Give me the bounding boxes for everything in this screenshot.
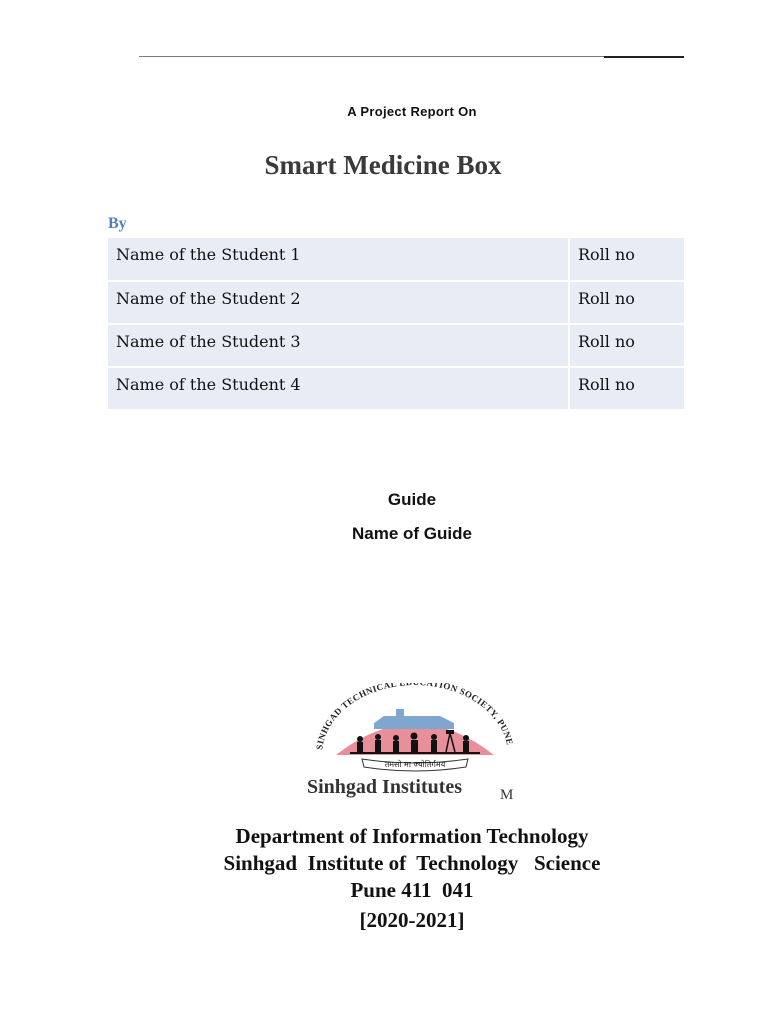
- student-roll: Roll no: [569, 367, 684, 410]
- academic-year: [2020-2021]: [359, 908, 465, 932]
- emblem-motto: तमसो मा ज्योतिर्गमय: [384, 760, 446, 769]
- student-roll: Roll no: [569, 238, 684, 281]
- by-label: By: [108, 215, 127, 232]
- top-rule-accent: [604, 56, 684, 58]
- institute-full-name: Sinhgad Institute of Technology Science: [223, 851, 601, 875]
- table-row: [108, 281, 684, 324]
- table-row: [108, 238, 684, 281]
- table-row: [108, 367, 684, 410]
- institute-name: Sinhgad Institutes: [307, 776, 463, 798]
- table-row: [108, 324, 684, 367]
- top-rule: [139, 56, 684, 57]
- institute-address: Pune 411 041: [350, 878, 474, 902]
- student-roll: Roll no: [569, 324, 684, 367]
- emblem-icon: [300, 683, 530, 783]
- student-roll: Roll no: [569, 281, 684, 324]
- student-name: Name of the Student 3: [108, 324, 569, 367]
- department-name: Department of Information Technology: [235, 824, 589, 848]
- report-subtitle: A Project Report On: [347, 104, 477, 119]
- emblem-arc-text: SINHGAD TECHNICAL TION SOCIETY, PUNE: [314, 683, 516, 751]
- student-name: Name of the Student 1: [108, 238, 569, 281]
- guide-name: Name of Guide: [352, 524, 472, 543]
- students-table: [108, 238, 684, 411]
- trademark-mark: M: [500, 787, 514, 803]
- guide-heading: Guide: [387, 490, 437, 509]
- student-name: Name of the Student 4: [108, 367, 569, 410]
- report-title: Smart Medicine Box: [264, 150, 502, 180]
- student-name: Name of the Student 2: [108, 281, 569, 324]
